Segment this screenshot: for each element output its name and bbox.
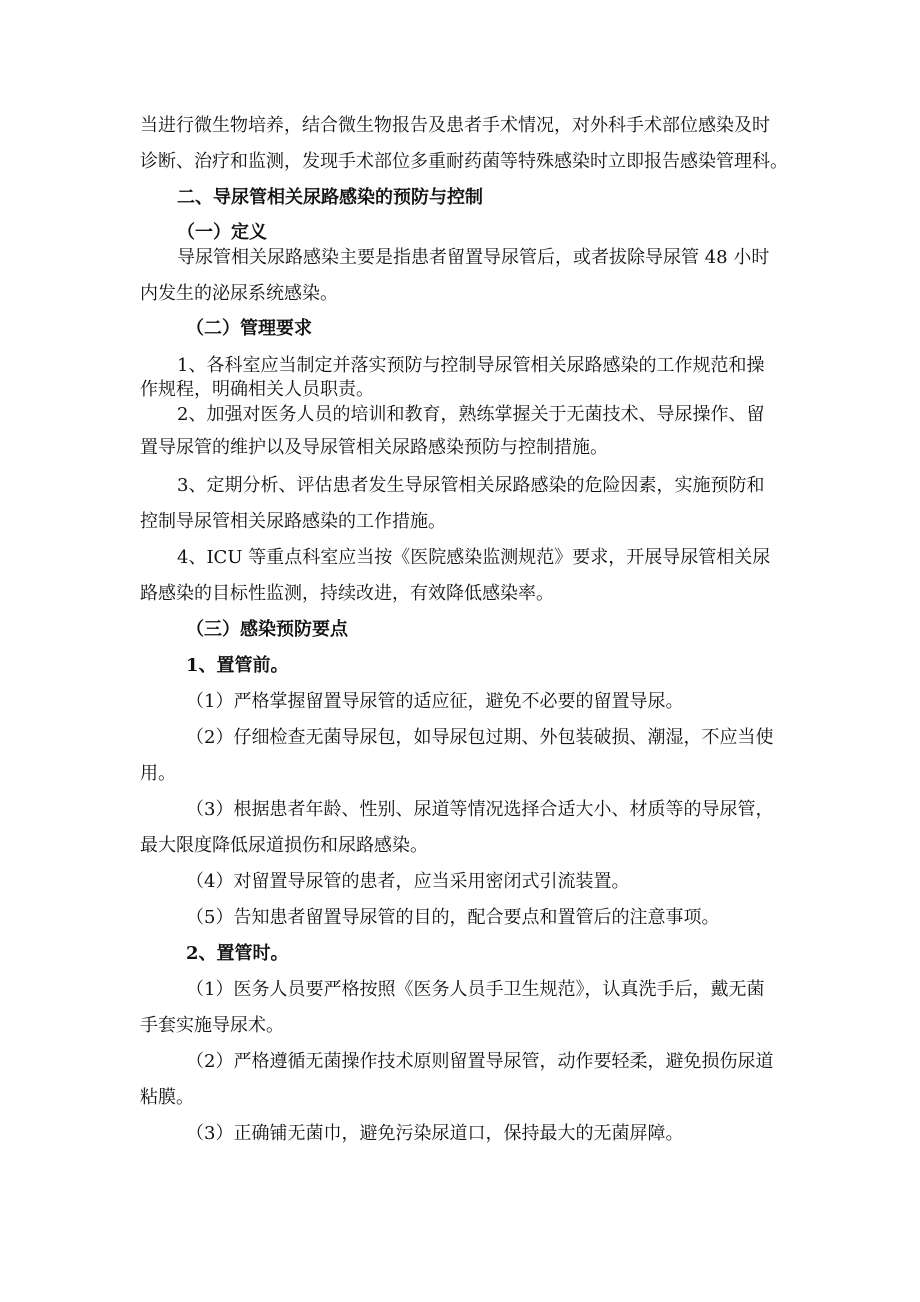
paragraph-line: 作规程，明确相关人员职责。 — [140, 379, 374, 400]
paragraph-line: （4）对留置导尿管的患者，应当采用密闭式引流装置。 — [186, 871, 630, 892]
paragraph-line: 当进行微生物培养，结合微生物报告及患者手术情况，对外科手术部位感染及时 — [140, 115, 770, 136]
paragraph-line: （3）正确铺无菌巾，避免污染尿道口，保持最大的无菌屏障。 — [186, 1123, 684, 1144]
paragraph-line: 3、定期分析、评估患者发生导尿管相关尿路感染的危险因素，实施预防和 — [177, 475, 765, 496]
paragraph-line: 粘膜。 — [140, 1087, 194, 1108]
subsection-heading: 1、置管前。 — [186, 655, 289, 676]
paragraph-line: 控制导尿管相关尿路感染的工作措施。 — [140, 511, 446, 532]
paragraph-line: （1）医务人员要严格按照《医务人员手卫生规范》，认真洗手后，戴无菌 — [186, 979, 765, 1000]
paragraph-line: （2）严格遵循无菌操作技术原则留置导尿管，动作要轻柔，避免损伤尿道 — [186, 1051, 774, 1072]
paragraph-line: （1）严格掌握留置导尿管的适应征，避免不必要的留置导尿。 — [186, 691, 684, 712]
paragraph-line: 诊断、治疗和监测，发现手术部位多重耐药菌等特殊感染时立即报告感染管理科。 — [140, 151, 788, 172]
paragraph-line: 内发生的泌尿系统感染。 — [140, 283, 338, 304]
paragraph-line: （3）根据患者年龄、性别、尿道等情况选择合适大小、材质等的导尿管， — [186, 799, 774, 820]
subsection-heading: 2、置管时。 — [186, 943, 289, 964]
subsection-heading: （二）管理要求 — [186, 318, 312, 339]
subsection-heading: （一）定义 — [177, 222, 267, 243]
paragraph-line: 最大限度降低尿道损伤和尿路感染。 — [140, 835, 428, 856]
paragraph-line: （2）仔细检查无菌导尿包，如导尿包过期、外包装破损、潮湿，不应当使 — [186, 727, 774, 748]
paragraph-line: 导尿管相关尿路感染主要是指患者留置导尿管后，或者拔除导尿管 48 小时 — [177, 247, 770, 268]
paragraph-line: 置导尿管的维护以及导尿管相关尿路感染预防与控制措施。 — [140, 437, 608, 458]
paragraph-line: 手套实施导尿术。 — [140, 1015, 284, 1036]
paragraph-line: 4、ICU 等重点科室应当按《医院感染监测规范》要求，开展导尿管相关尿 — [177, 547, 771, 568]
paragraph-line: 1、各科室应当制定并落实预防与控制导尿管相关尿路感染的工作规范和操 — [177, 355, 765, 376]
paragraph-line: 用。 — [140, 763, 176, 784]
subsection-heading: （三）感染预防要点 — [186, 619, 348, 640]
paragraph-line: （5）告知患者留置导尿管的目的，配合要点和置管后的注意事项。 — [186, 907, 720, 928]
section-heading: 二、导尿管相关尿路感染的预防与控制 — [177, 187, 483, 208]
paragraph-line: 路感染的目标性监测，持续改进，有效降低感染率。 — [140, 583, 554, 604]
paragraph-line: 2、加强对医务人员的培训和教育，熟练掌握关于无菌技术、导尿操作、留 — [177, 404, 765, 425]
